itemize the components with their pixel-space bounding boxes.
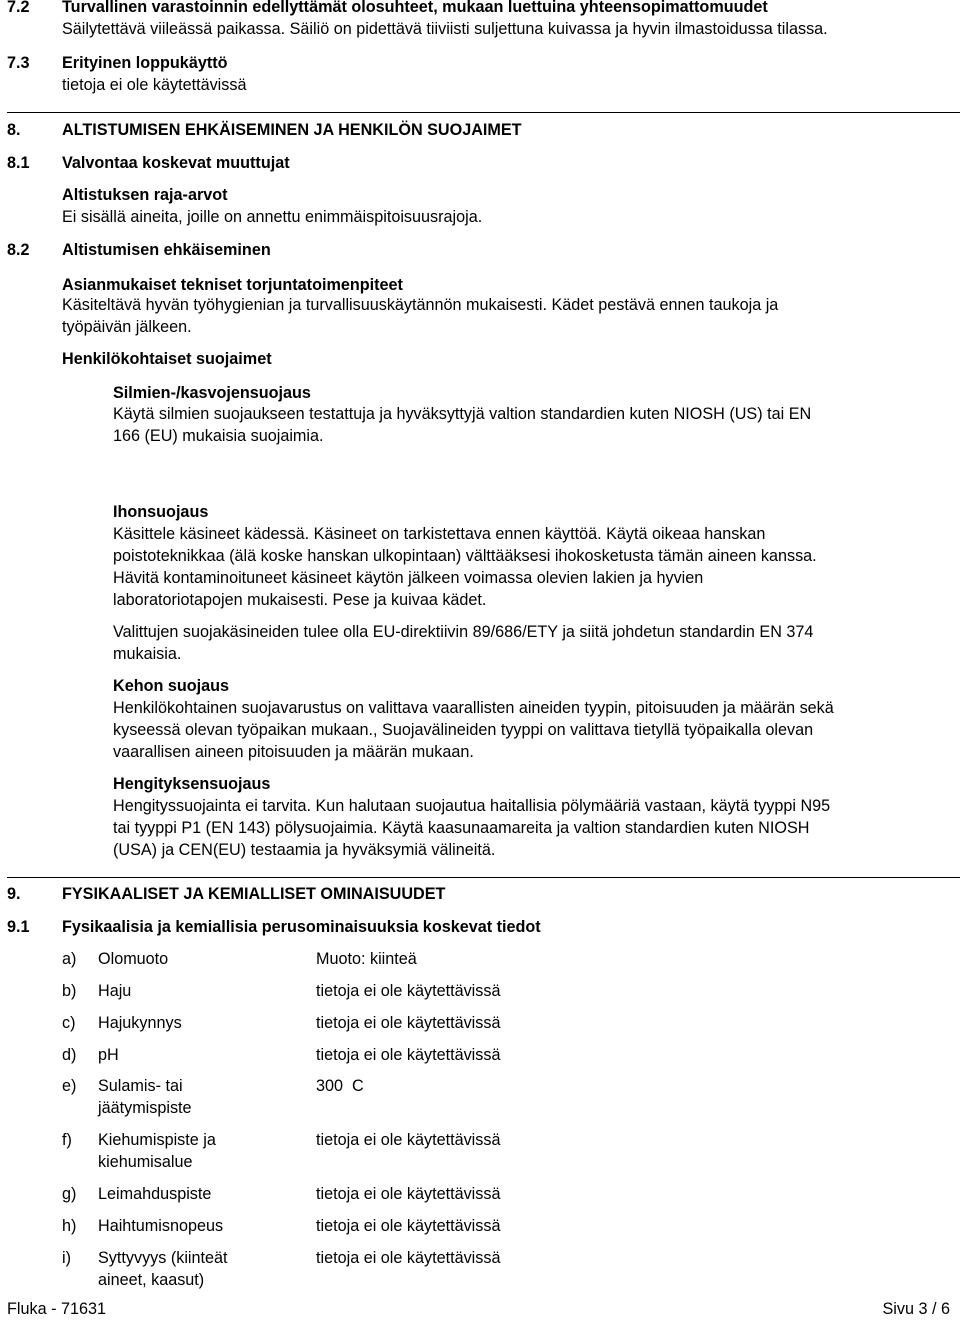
- section-title: Valvontaa koskevat muuttujat: [62, 154, 290, 172]
- body-protection-text: vaarallisen aineen pitoisuuden ja määrän mukaan.: [113, 743, 474, 761]
- subsection-title: Asianmukaiset tekniset torjuntatoimenpiteet: [62, 276, 403, 294]
- property-value: tietoja ei ole käytettävissä: [316, 1014, 501, 1032]
- property-value: 300 C: [316, 1077, 364, 1095]
- property-label: Syttyvyys (kiinteät: [98, 1249, 228, 1267]
- property-letter: c): [62, 1014, 76, 1032]
- body-protection-text: Henkilökohtainen suojavarustus on valittava vaarallisten aineiden tyypin, pitoisuuden ja määrän sekä: [113, 699, 834, 717]
- subsection-title: Altistuksen raja-arvot: [62, 186, 228, 204]
- footer-page-number: Sivu 3 / 6: [882, 1300, 950, 1318]
- section-title: Fysikaalisia ja kemiallisia perusominaisuuksia koskevat tiedot: [62, 918, 541, 936]
- section-number: 8.2: [7, 241, 30, 259]
- property-label: aineet, kaasut): [98, 1271, 205, 1289]
- property-letter: e): [62, 1077, 77, 1095]
- section-number: 9.1: [7, 918, 30, 936]
- eye-protection-title: Silmien-/kasvojensuojaus: [113, 384, 311, 402]
- section-heading: FYSIKAALISET JA KEMIALLISET OMINAISUUDET: [62, 885, 446, 903]
- property-value: tietoja ei ole käytettävissä: [316, 1185, 501, 1203]
- property-label: Leimahduspiste: [98, 1185, 212, 1203]
- section-text: työpäivän jälkeen.: [62, 318, 192, 336]
- skin-protection-text: Hävitä kontaminoituneet käsineet käytön jälkeen voimassa olevien lakien ja hyvien: [113, 569, 704, 587]
- property-label: Hajukynnys: [98, 1014, 182, 1032]
- property-value: tietoja ei ole käytettävissä: [316, 1217, 501, 1235]
- respiratory-protection-text: (USA) ja CEN(EU) testaamia ja hyväksymiä välineitä.: [113, 841, 496, 859]
- eye-protection-text: Käytä silmien suojaukseen testattuja ja hyväksyttyjä valtion standardien kuten NIOSH (US) tai EN: [113, 405, 812, 423]
- property-value: Muoto: kiinteä: [316, 950, 417, 968]
- skin-protection-text: poistoteknikkaa (älä koske hanskan ulkopintaan) välttääksesi ihokosketusta tämän aineen kanssa.: [113, 547, 817, 565]
- property-letter: h): [62, 1217, 77, 1235]
- section-text: tietoja ei ole käytettävissä: [62, 76, 247, 94]
- property-value: tietoja ei ole käytettävissä: [316, 1131, 501, 1149]
- section-text: Ei sisällä aineita, joille on annettu enimmäispitoisuusrajoja.: [62, 208, 483, 226]
- section-text: Säilytettävä viileässä paikassa. Säiliö on pidettävä tiiviisti suljettuna kuivassa ja hyvin ilmastoidussa tilassa.: [62, 20, 828, 38]
- property-value: tietoja ei ole käytettävissä: [316, 1249, 501, 1267]
- skin-protection-text: Käsittele käsineet kädessä. Käsineet on tarkistettava ennen käyttöä. Käytä oikeaa hanskan: [113, 525, 766, 543]
- section-title: Erityinen loppukäyttö: [62, 54, 228, 72]
- section-title: Turvallinen varastoinnin edellyttämät olosuhteet, mukaan luettuina yhteensopimattomuudet: [62, 0, 768, 16]
- section-number: 8.: [7, 121, 21, 139]
- respiratory-protection-text: Hengityssuojainta ei tarvita. Kun halutaan suojautua haitallisia pölymääriä vastaan, käytä tyyppi N95: [113, 797, 831, 815]
- property-label: Sulamis- tai: [98, 1077, 183, 1095]
- property-value: tietoja ei ole käytettävissä: [316, 982, 501, 1000]
- property-label: Kiehumispiste ja: [98, 1131, 216, 1149]
- property-letter: d): [62, 1046, 77, 1064]
- subsection-title: Henkilökohtaiset suojaimet: [62, 350, 272, 368]
- respiratory-protection-text: tai tyyppi P1 (EN 143) pölysuojaimia. Käytä kaasunaamareita ja valtion standardien kuten NIOSH: [113, 819, 810, 837]
- property-letter: b): [62, 982, 77, 1000]
- property-label: Haju: [98, 982, 132, 1000]
- property-label: jäätymispiste: [98, 1099, 192, 1117]
- property-letter: f): [62, 1131, 72, 1149]
- property-letter: g): [62, 1185, 77, 1203]
- property-label: kiehumisalue: [98, 1153, 193, 1171]
- section-heading: ALTISTUMISEN EHKÄISEMINEN JA HENKILÖN SUOJAIMET: [62, 121, 522, 139]
- body-protection-text: kyseessä olevan työpaikan mukaan., Suojavälineiden tyyppi on valittava tietyllä työpaikalla olevan: [113, 721, 814, 739]
- body-protection-title: Kehon suojaus: [113, 677, 230, 695]
- section-number: 9.: [7, 885, 21, 903]
- section-divider: [7, 112, 960, 113]
- skin-protection-text: Valittujen suojakäsineiden tulee olla EU-direktiivin 89/686/ETY ja siitä johdetun standardin EN 374: [113, 623, 814, 641]
- skin-protection-text: laboratoriotapojen mukaisesti. Pese ja kuivaa kädet.: [113, 591, 487, 609]
- property-letter: a): [62, 950, 77, 968]
- property-value: tietoja ei ole käytettävissä: [316, 1046, 501, 1064]
- skin-protection-text: mukaisia.: [113, 645, 182, 663]
- footer-product-code: Fluka - 71631: [7, 1300, 106, 1318]
- eye-protection-text: 166 (EU) mukaisia suojaimia.: [113, 427, 324, 445]
- property-label: Haihtumisnopeus: [98, 1217, 224, 1235]
- property-label: Olomuoto: [98, 950, 169, 968]
- section-number: 8.1: [7, 154, 30, 172]
- respiratory-protection-title: Hengityksensuojaus: [113, 775, 271, 793]
- section-number: 7.3: [7, 54, 30, 72]
- section-text: Käsiteltävä hyvän työhygienian ja turvallisuuskäytännön mukaisesti. Kädet pestävä ennen taukoja ja: [62, 296, 779, 314]
- section-number: 7.2: [7, 0, 30, 16]
- property-letter: i): [62, 1249, 71, 1267]
- section-divider: [7, 877, 960, 878]
- section-title: Altistumisen ehkäiseminen: [62, 241, 271, 259]
- skin-protection-title: Ihonsuojaus: [113, 503, 209, 521]
- property-label: pH: [98, 1046, 119, 1064]
